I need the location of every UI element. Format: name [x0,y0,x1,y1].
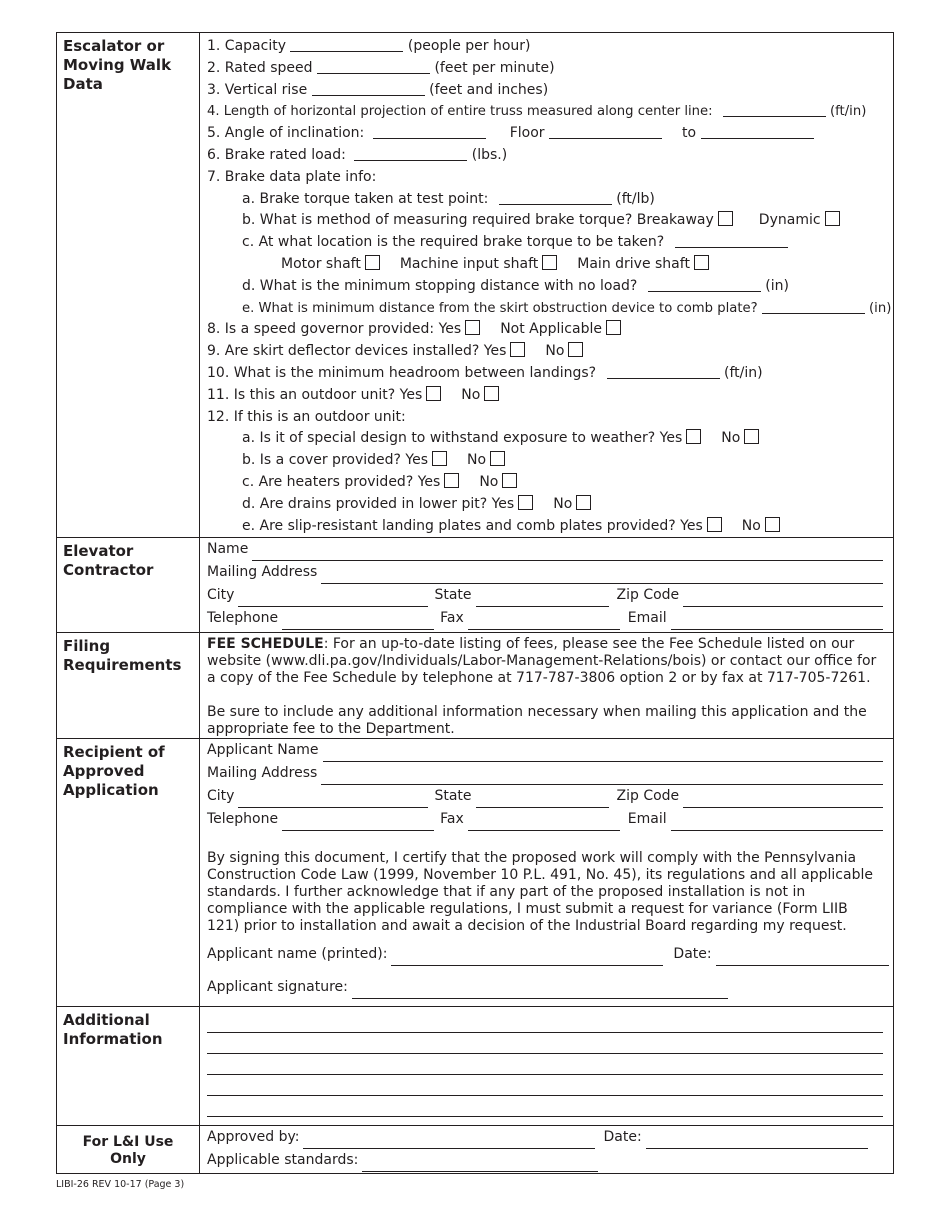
rated-speed-field[interactable] [317,59,430,74]
speed-governor-yes-checkbox[interactable] [465,320,480,335]
form-footer: LIBI-26 REV 10-17 (Page 3) [56,1179,185,1190]
contractor-city-row: City State Zip Code [207,584,883,607]
applicant-telephone-field[interactable] [282,815,434,831]
contractor-section [57,538,893,633]
recipient-section-label: Recipient of Approved Application [57,739,200,1006]
slip-resistant-row: e. Are slip-resistant landing plates and comb plates provided? Yes No [207,516,891,538]
cover-row: b. Is a cover provided? Yes No [207,450,891,472]
recipient-section [57,739,893,1007]
printed-name-field[interactable] [391,950,663,966]
inclination-field[interactable] [373,124,486,139]
truss-length-row: 4. Length of horizontal projection of entire truss measured along center line: (ft/in) [207,104,867,120]
contractor-name-field[interactable] [252,545,883,561]
applicant-date-field[interactable] [716,950,889,966]
additional-section-body [200,1007,893,1125]
contractor-zip-field[interactable] [683,591,883,607]
filing-section-label: Filing Requirements [57,633,200,738]
standards-field[interactable] [362,1156,598,1172]
heaters-yes-checkbox[interactable] [444,473,459,488]
stopping-distance-row: d. What is the minimum stopping distance with no load? (in) [242,277,789,294]
stopping-distance-field[interactable] [648,277,761,292]
approved-by-field[interactable] [303,1133,595,1149]
skirt-distance-row: e. What is minimum distance from the skirt obstruction device to comb plate? (in) [242,300,892,316]
contractor-fax-field[interactable] [468,614,620,630]
brake-torque-field[interactable] [499,190,612,205]
drains-no-checkbox[interactable] [576,495,591,510]
skirt-deflector-no-checkbox[interactable] [568,342,583,357]
torque-method-row: b. What is method of measuring required brake torque? Breakaway Dynamic [207,210,891,232]
torque-location-row: c. At what location is the required brake torque to be taken? [207,232,891,254]
dynamic-checkbox[interactable] [825,211,840,226]
torque-location-field[interactable] [675,233,788,248]
additional-info-line[interactable] [207,1075,883,1096]
office-use-label: For L&I Use Only [57,1126,200,1173]
contractor-state-field[interactable] [476,591,609,607]
recipient-section-body [200,739,893,1006]
applicant-name-row: Applicant Name [207,739,883,762]
cover-yes-checkbox[interactable] [432,451,447,466]
applicant-email-field[interactable] [671,815,883,831]
main-drive-shaft-checkbox[interactable] [694,255,709,270]
rated-speed-row: 2. Rated speed (feet per minute) [207,59,555,76]
approved-by-row: Approved by: Date: [207,1126,883,1149]
contractor-name-row: Name [207,538,883,561]
slip-resistant-yes-checkbox[interactable] [707,517,722,532]
brake-load-row: 6. Brake rated load: (lbs.) [207,146,508,163]
escalator-section-body [200,33,901,537]
slip-resistant-no-checkbox[interactable] [765,517,780,532]
office-use-section [57,1126,893,1173]
applicant-zip-field[interactable] [683,792,883,808]
applicant-city-field[interactable] [238,792,428,808]
applicant-address-row: Mailing Address [207,762,883,785]
speed-governor-na-checkbox[interactable] [606,320,621,335]
motor-shaft-checkbox[interactable] [365,255,380,270]
outdoor-yes-checkbox[interactable] [426,386,441,401]
skirt-deflector-row: 9. Are skirt deflector devices installed? Yes No [207,341,891,363]
skirt-deflector-yes-checkbox[interactable] [510,342,525,357]
speed-governor-row: 8. Is a speed governor provided: Yes Not Applicable [207,319,891,341]
applicant-state-field[interactable] [476,792,609,808]
outdoor-no-checkbox[interactable] [484,386,499,401]
filing-section-body [200,633,893,738]
additional-info-line[interactable] [207,1033,883,1054]
machine-input-shaft-checkbox[interactable] [542,255,557,270]
weather-design-no-checkbox[interactable] [744,429,759,444]
capacity-row: 1. Capacity (people per hour) [207,38,531,54]
filing-note-paragraph: Be sure to include any additional information necessary when mailing this application and the appropriate fee to the Department. [207,704,867,737]
weather-design-yes-checkbox[interactable] [686,429,701,444]
weather-design-row: a. Is it of special design to withstand exposure to weather? Yes No [207,428,891,450]
additional-info-line[interactable] [207,1096,883,1117]
additional-info-line[interactable] [207,1054,883,1075]
contractor-section-label: Elevator Contractor [57,538,200,632]
heaters-row: c. Are heaters provided? Yes No [207,472,891,494]
contractor-address-field[interactable] [321,568,883,584]
additional-section-label: Additional Information [57,1007,200,1125]
fee-schedule-paragraph: FEE SCHEDULE: For an up-to-date listing of fees, please see the Fee Schedule listed on our website (www.dli.pa.gov/Individuals/Labor-Management-Relations/bois) or contact our office for a copy of the Fee Schedule by telephone at 717-787-3806 option 2 or by fax at 717-705-7261. [207,636,877,686]
additional-info-line[interactable] [207,1012,883,1033]
additional-section [57,1007,893,1126]
filing-section [57,633,893,739]
signature-field[interactable] [352,983,728,999]
contractor-address-row: Mailing Address [207,561,883,584]
applicant-fax-field[interactable] [468,815,620,831]
brake-torque-row: a. Brake torque taken at test point: (ft/lb) [242,190,655,207]
capacity-field[interactable] [290,37,403,52]
drains-row: d. Are drains provided in lower pit? Yes No [207,494,891,516]
heaters-no-checkbox[interactable] [502,473,517,488]
approval-date-field[interactable] [646,1133,868,1149]
contractor-city-field[interactable] [238,591,428,607]
truss-length-field[interactable] [723,102,826,117]
standards-row: Applicable standards: [207,1149,883,1172]
printed-name-row: Applicant name (printed): Date: [207,943,883,966]
floor-to-field[interactable] [701,124,814,139]
escalator-section [57,33,893,538]
contractor-telephone-field[interactable] [282,614,434,630]
office-use-body [200,1126,893,1173]
applicant-name-field[interactable] [323,746,883,762]
brake-plate-row: 7. Brake data plate info: [207,168,377,185]
certification-paragraph: By signing this document, I certify that the proposed work will comply with the Pennsylvania Construction Code Law (1999, November 10 P.L. 491, No. 45), its regulations and all applicable standards. I further acknowledge that if any part of the proposed installation is not in compliance with the applicable regulations, I must submit a request for variance (Form LIIB 121) prior to installation and await a decision of the Industrial Board regarding my request. [207,850,873,934]
breakaway-checkbox[interactable] [718,211,733,226]
applicant-city-row: City State Zip Code [207,785,883,808]
vertical-rise-row: 3. Vertical rise (feet and inches) [207,81,549,98]
signature-row: Applicant signature: [207,976,883,999]
headroom-field[interactable] [607,364,720,379]
vertical-rise-field[interactable] [312,81,425,96]
escalator-section-label: Escalator or Moving Walk Data [57,33,200,537]
brake-load-field[interactable] [354,146,467,161]
contractor-section-body [200,538,893,632]
drains-yes-checkbox[interactable] [518,495,533,510]
outdoor-unit-row: 11. Is this an outdoor unit? Yes No [207,385,891,407]
applicant-phone-row: Telephone Fax Email [207,808,883,831]
inclination-row: 5. Angle of inclination: Floor to [207,123,891,145]
floor-from-field[interactable] [549,124,662,139]
skirt-distance-field[interactable] [762,299,865,314]
contractor-phone-row: Telephone Fax Email [207,607,883,630]
cover-no-checkbox[interactable] [490,451,505,466]
applicant-address-field[interactable] [321,769,883,785]
application-form [56,32,894,1174]
torque-location-options-row: Motor shaft Machine input shaft Main drive shaft [207,254,891,276]
headroom-row: 10. What is the minimum headroom between landings? (ft/in) [207,364,763,381]
contractor-email-field[interactable] [671,614,883,630]
outdoor-details-row: 12. If this is an outdoor unit: [207,408,406,425]
